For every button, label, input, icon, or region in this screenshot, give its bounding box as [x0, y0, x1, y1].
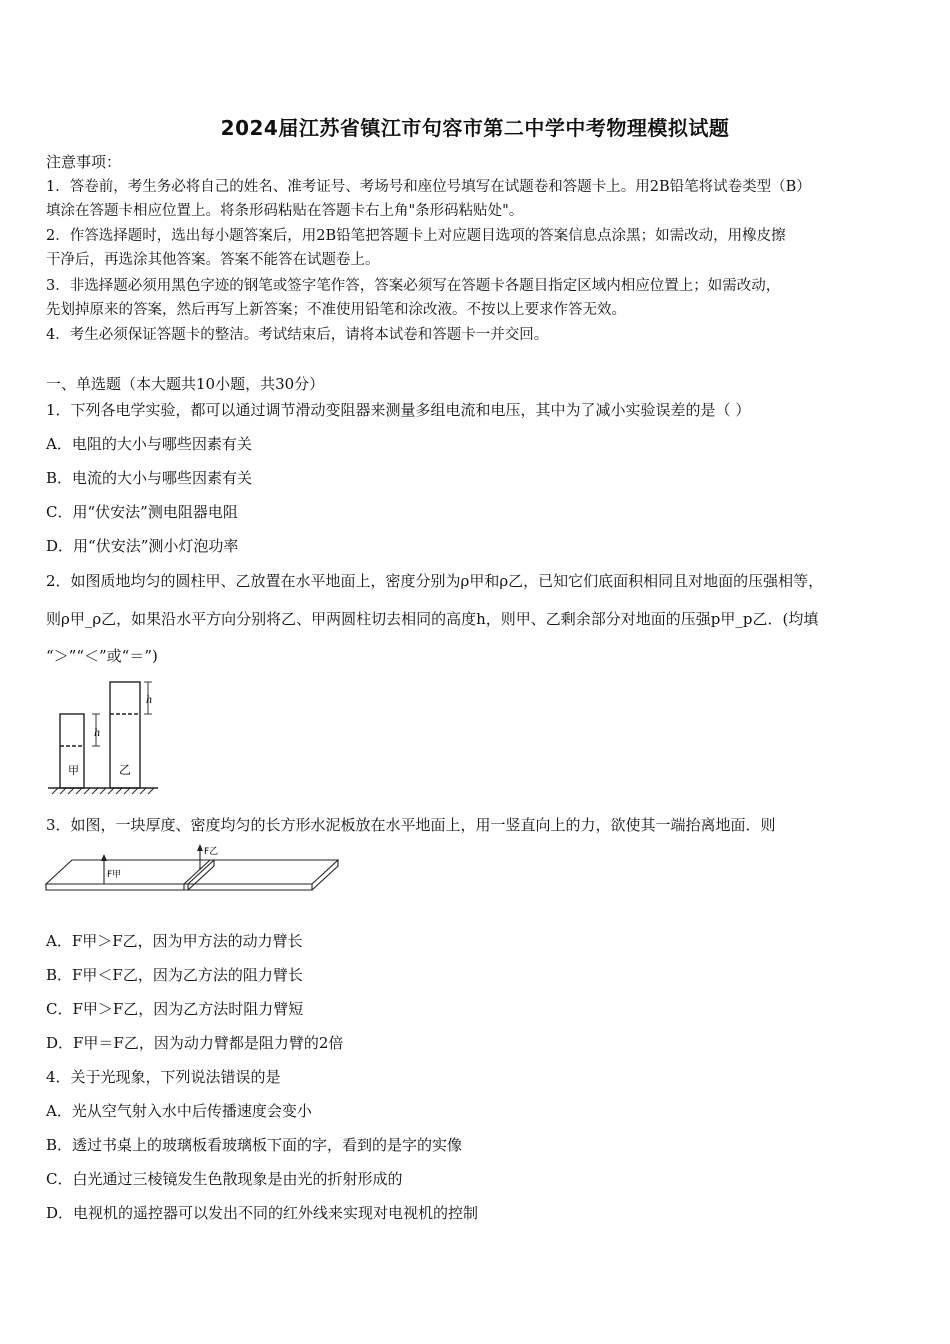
- label-h-jia: h: [94, 728, 101, 739]
- q2-cylinders-figure: [44, 678, 164, 802]
- notice-line: 填涂在答题卡相应位置上。将条形码粘贴在答题卡右上角"条形码粘贴处"。: [46, 203, 524, 219]
- q1-option-c: C．用“伏安法”测电阻器电阻: [46, 503, 238, 521]
- question-2-line2: 则ρ甲_ρ乙，如果沿水平方向分别将乙、甲两圆柱切去相同的高度h，则甲、乙剩余部分对地面的压强p甲_p乙．(均填: [46, 610, 819, 628]
- notice-line: 干净后，再选涂其他答案。答案不能答在试题卷上。: [46, 252, 380, 268]
- question-4-stem: 4．关于光现象，下列说法错误的是: [46, 1068, 281, 1086]
- question-2-line1: 2．如图质地均匀的圆柱甲、乙放置在水平地面上，密度分别为ρ甲和ρ乙，已知它们底面积相同且对地面的压强相等，: [46, 572, 824, 590]
- q4-option-d: D．电视机的遥控器可以发出不同的红外线来实现对电视机的控制: [46, 1204, 479, 1222]
- q3-slab-yi-figure: [182, 844, 342, 896]
- q1-option-d: D．用“伏安法”测小灯泡功率: [46, 537, 239, 555]
- label-h-yi: h: [146, 695, 153, 706]
- slab-yi: [184, 860, 338, 884]
- label-f-jia: F甲: [107, 870, 122, 880]
- question-3-stem: 3．如图，一块厚度、密度均匀的长方形水泥板放在水平地面上，用一竖直向上的力，欲使其一端抬离地面．则: [46, 816, 776, 834]
- page-title: 2024届江苏省镇江市句容市第二中学中考物理模拟试题: [220, 116, 730, 140]
- q1-option-a: A．电阻的大小与哪些因素有关: [46, 435, 252, 453]
- section-heading: 一、单选题（本大题共10小题，共30分）: [46, 375, 325, 393]
- ground-hatching: [52, 788, 154, 794]
- question-2-line3: “＞”“＜”或“＝”): [46, 647, 158, 665]
- notice-line: 3．非选择题必须用黑色字迹的钢笔或签字笔作答，答案必须写在答题卡各题目指定区域内相应位置上；如需改动，: [46, 278, 781, 294]
- q1-option-b: B．电流的大小与哪些因素有关: [46, 469, 253, 487]
- notice-line: 4．考生必须保证答题卡的整洁。考试结束后，请将本试卷和答题卡一并交回。: [46, 327, 549, 343]
- label-jia: 甲: [68, 764, 79, 777]
- q3-label-layer: [44, 844, 164, 896]
- notice-line: 1．答卷前，考生务必将自己的姓名、准考证号、考场号和座位号填写在试题卷和答题卡上。用2B铅笔将试卷类型（B）: [46, 179, 811, 195]
- q4-option-c: C．白光通过三棱镜发生色散现象是由光的折射形成的: [46, 1170, 403, 1188]
- label-yi: 乙: [119, 763, 132, 777]
- q3-option-c: C．F甲＞F乙，因为乙方法时阻力臂短: [46, 1000, 304, 1018]
- q4-option-b: B．透过书桌上的玻璃板看玻璃板下面的字，看到的是字的实像: [46, 1136, 463, 1154]
- notice-line: 2．作答选择题时，选出每小题答案后，用2B铅笔把答题卡上对应题目选项的答案信息点涂黑；如需改动，用橡皮擦: [46, 228, 786, 244]
- question-1-stem: 1．下列各电学实验，都可以通过调节滑动变阻器来测量多组电流和电压，其中为了减小实验误差的是（ ）: [46, 401, 751, 419]
- q3-option-d: D．F甲＝F乙，因为动力臂都是阻力臂的2倍: [46, 1034, 344, 1052]
- label-f-yi: F乙: [204, 847, 219, 857]
- q3-option-b: B．F甲＜F乙，因为乙方法的阻力臂长: [46, 966, 303, 984]
- q4-option-a: A．光从空气射入水中后传播速度会变小: [46, 1102, 312, 1120]
- slab-yi-thickness: [184, 860, 338, 890]
- notice-line: 先划掉原来的答案，然后再写上新答案；不准使用铅笔和涂改液。不按以上要求作答无效。: [46, 302, 626, 318]
- notice-heading: 注意事项：: [46, 153, 122, 171]
- q3-option-a: A．F甲＞F乙，因为甲方法的动力臂长: [46, 932, 303, 950]
